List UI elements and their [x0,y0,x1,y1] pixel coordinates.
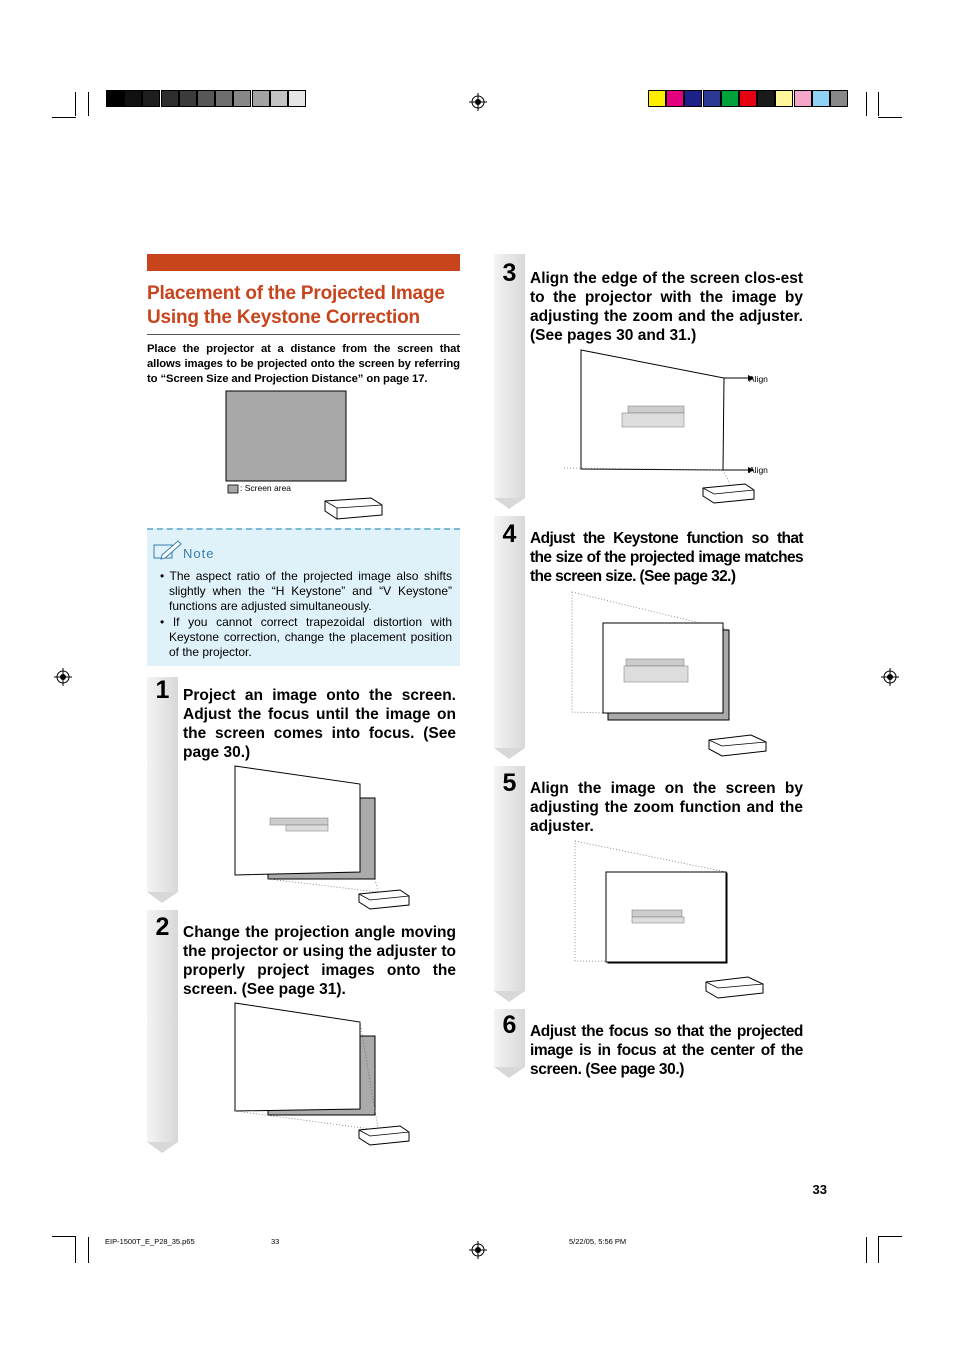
step-text: Adjust the focus so that the projected image is in focus at the center of the screen. (See page 30.) [530,1023,803,1078]
step3-illustration [560,346,770,516]
align-label-bottom: Align [749,465,768,475]
step4-illustration [566,590,776,765]
page-number: 33 [812,1182,827,1197]
step-number: 3 [502,259,517,287]
footer-file-page: 33 [271,1237,280,1246]
title-line-2: Using the Keystone Correction [147,307,420,328]
footer-file: EIP-1500T_E_P28_35.p65 [105,1237,195,1246]
title-line-1: Placement of the Projected Image [147,283,445,304]
step-text: Change the projection angle moving the projector or using the adjuster to properly project images onto the screen. (See page 31). [183,924,456,998]
screen-area-label: : Screen area [240,483,292,493]
note-item: • The aspect ratio of the projected image also shifts slightly when the “H Keystone” and “V Keystone” functions are adjusted simultaneously. [160,569,452,614]
intro-paragraph: Place the projector at a distance from the screen that allows images to be projected onto the screen by referring to “Screen Size and Projection Distance” on page 17. [147,343,460,385]
note-item: • If you cannot correct trapezoidal distortion with Keystone correction, change the placement position of the projector. [160,614,452,660]
step-text: Project an image onto the screen. Adjust the focus until the image on the screen comes into focus. (See page 30.) [183,687,456,761]
step-number: 6 [502,1011,517,1039]
note-title: Note [183,546,215,561]
step2-illustration [228,1000,418,1155]
step1-illustration [228,762,418,917]
footer-timestamp: 5/22/05, 5:56 PM [569,1237,627,1246]
step-text: Align the edge of the screen clos-est to the projector with the image by adjusting the zoom and the adjuster. (See pages 30 and 31.) [530,270,803,344]
step5-illustration [570,838,775,1008]
align-label-top: Align [749,374,768,384]
step-number: 4 [502,520,517,548]
step-number: 5 [502,769,517,797]
step-text: Align the image on the screen by adjusting the zoom function and the adjuster. [530,780,803,835]
step-number: 2 [155,913,170,941]
step-text: Adjust the Keystone function so that the size of the projected image matches the screen size. (See page 32.) [530,530,803,585]
step-number: 1 [155,676,170,704]
